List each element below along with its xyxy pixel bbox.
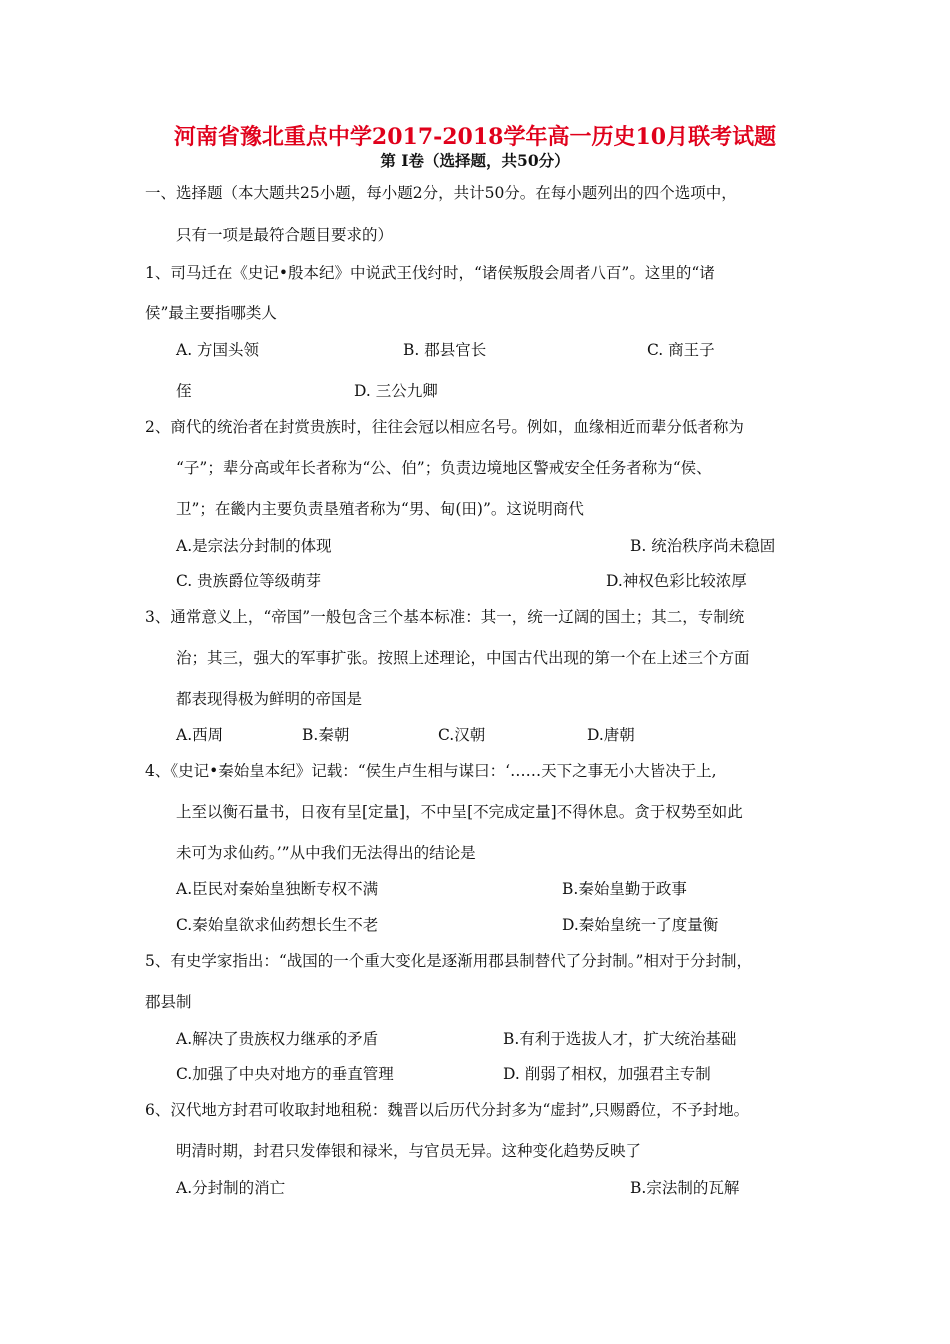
q3-option-b: B.秦朝 [302,726,350,744]
q5-stem-line1: 5、有史学家指出：“战国的一个重大变化是逐渐用郡县制替代了分封制。”相对于分封制， [145,952,752,970]
q6-option-b: B.宗法制的瓦解 [630,1179,740,1197]
q2-option-c: C. 贵族爵位等级萌芽 [176,572,322,590]
q4-option-a: A.臣民对秦始皇独断专权不满 [176,880,379,898]
q5-option-a: A.解决了贵族权力继承的矛盾 [176,1030,379,1048]
q1-option-c-wrap: 侄 [176,382,192,400]
q5-stem-line2: 郡县制 [145,993,192,1011]
q2-stem-line1: 2、商代的统治者在封赏贵族时，往往会冠以相应名号。例如，血缘相近而辈分低者称为 [145,418,744,436]
q3-stem-line1: 3、通常意义上，“帝国”一般包含三个基本标准：其一，统一辽阔的国土；其二，专制统 [145,608,745,626]
q6-stem-line2: 明清时期，封君只发俸银和禄米，与官员无异。这种变化趋势反映了 [176,1142,642,1160]
q5-option-c: C.加强了中央对地方的垂直管理 [176,1065,394,1083]
q6-stem-line1: 6、汉代地方封君可收取封地租税：魏晋以后历代分封多为“虚封”,只赐爵位，不予封地。 [145,1101,750,1119]
q4-option-d: D.秦始皇统一了度量衡 [562,916,719,934]
section-instruction-line2: 只有一项是最符合题目要求的） [176,226,394,244]
q1-stem-line1: 1、司马迁在《史记•殷本纪》中说武王伐纣时，“诸侯叛殷会周者八百”。这里的“诸 [145,264,715,282]
section-instruction-line1: 一、选择题（本大题共25小题，每小题2分，共计50分。在每小题列出的四个选项中， [145,184,737,202]
q4-stem-line2: 上至以衡石量书，日夜有呈[定量]，不中呈[不完成定量]不得休息。贪于权势至如此 [176,803,743,821]
q3-stem-line3: 都表现得极为鲜明的帝国是 [176,690,363,708]
q3-option-c: C.汉朝 [438,726,486,744]
q4-stem-line1: 4、《史记•秦始皇本纪》记载：“侯生卢生相与谋曰：‘……天下之事无小大皆决于上, [145,762,717,780]
page-title: 河南省豫北重点中学2017-2018学年高一历史10月联考试题 [173,124,777,150]
q6-option-a: A.分封制的消亡 [176,1179,286,1197]
q3-option-a: A.西周 [176,726,224,744]
q4-option-c: C.秦始皇欲求仙药想长生不老 [176,916,379,934]
q1-option-b: B. 郡县官长 [403,341,487,359]
q2-stem-line2: “子”；辈分高或年长者称为“公、伯”；负责边境地区警戒安全任务者称为“侯、 [176,459,712,477]
q4-option-b: B.秦始皇勤于政事 [562,880,687,898]
q3-option-d: D.唐朝 [587,726,635,744]
q5-option-b: B.有利于选拔人才，扩大统治基础 [503,1030,737,1048]
q1-option-d: D. 三公九卿 [354,382,438,400]
q2-stem-line3: 卫”；在畿内主要负责垦殖者称为“男、甸(田)”。这说明商代 [176,500,584,518]
q2-option-a: A.是宗法分封制的体现 [176,537,332,555]
q1-option-a: A. 方国头领 [176,341,260,359]
q5-option-d: D. 削弱了相权，加强君主专制 [503,1065,711,1083]
q2-option-b: B. 统治秩序尚未稳固 [630,537,776,555]
q1-stem-line2: 侯”最主要指哪类人 [145,304,277,322]
q1-option-c: C. 商王子 [647,341,715,359]
q4-stem-line3: 未可为求仙药。’”从中我们无法得出的结论是 [176,844,476,862]
section-subtitle: 第 I卷（选择题，共50分） [380,151,570,170]
q2-option-d: D.神权色彩比较浓厚 [606,572,747,590]
q3-stem-line2: 治；其三，强大的军事扩张。按照上述理论，中国古代出现的第一个在上述三个方面 [176,649,750,667]
